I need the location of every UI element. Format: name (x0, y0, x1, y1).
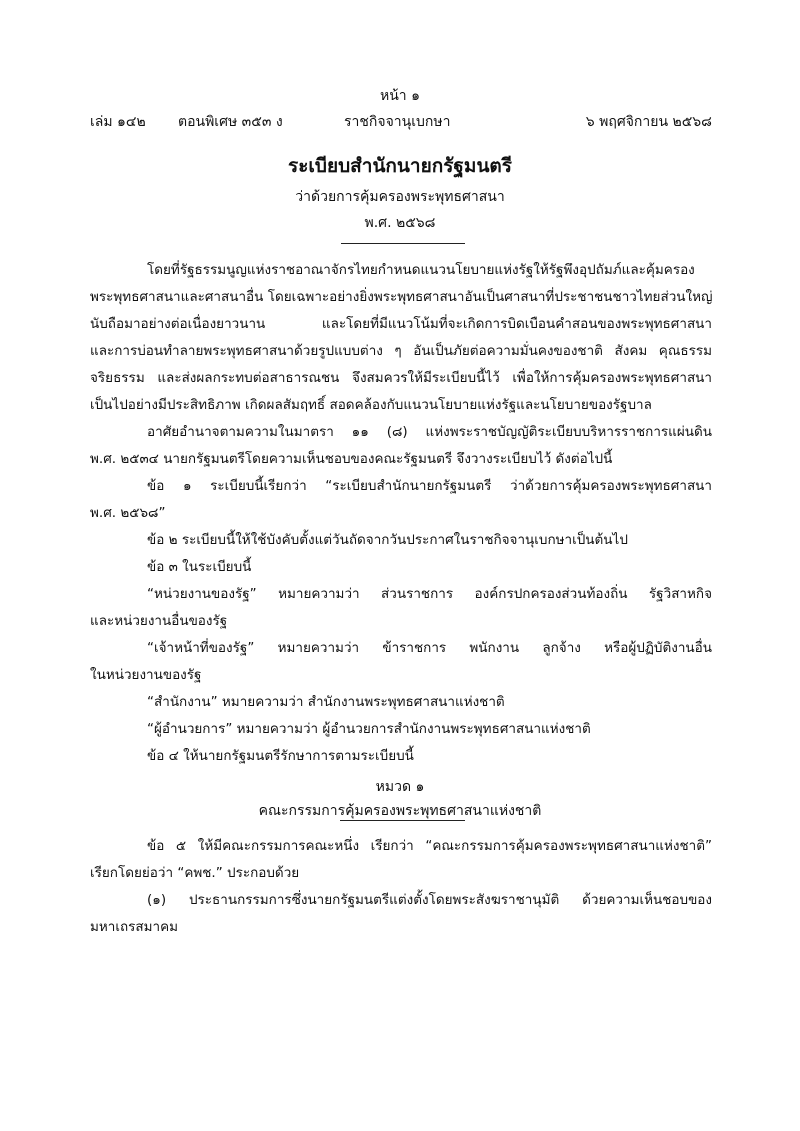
chapter-divider (340, 820, 465, 821)
regulation-subtitle: ว่าด้วยการคุ้มครองพระพุทธศาสนา (295, 189, 505, 205)
title-divider (341, 243, 465, 244)
publication-date: ๖ พฤศจิกายน ๒๕๖๘ (585, 114, 712, 130)
clause-1: ข้อ ๑ ระเบียบนี้เรียกว่า “ระเบียบสำนักนายกรัฐมนตรี ว่าด้วยการคุ้มครองพระพุทธศาสนา (147, 478, 712, 494)
definition-office: “สำนักงาน” หมายความว่า สำนักงานพระพุทธศาสนาแห่งชาติ (147, 694, 505, 710)
preamble-line: จริยธรรม และส่งผลกระทบต่อสาธารณชน จึงสมควรให้มีระเบียบนี้ไว้ เพื่อให้การคุ้มครองพระพุทธศาสนา (90, 370, 712, 386)
preamble-line: และการบ่อนทำลายพระพุทธศาสนาด้วยรูปแบบต่าง ๆ อันเป็นภัยต่อความมั่นคงของชาติ สังคม คุณธรรม (90, 343, 712, 359)
definition-agency-cont: และหน่วยงานอื่นของรัฐ (90, 613, 228, 629)
clause-4: ข้อ ๔ ให้นายกรัฐมนตรีรักษาการตามระเบียบนี้ (147, 748, 414, 764)
regulation-year: พ.ศ. ๒๕๖๘ (364, 215, 436, 231)
clause-5-cont: เรียกโดยย่อว่า “คพช.” ประกอบด้วย (90, 865, 300, 881)
definition-agency: “หน่วยงานของรัฐ” หมายความว่า ส่วนราชการ องค์กรปกครองส่วนท้องถิ่น รัฐวิสาหกิจ (147, 586, 712, 602)
section-label: ตอนพิเศษ ๓๕๓ ง (178, 114, 283, 130)
definition-official-cont: ในหน่วยงานของรัฐ (90, 667, 202, 683)
preamble-line: โดยที่รัฐธรรมนูญแห่งราชอาณาจักรไทยกำหนดแนวนโยบายแห่งรัฐให้รัฐพึงอุปถัมภ์และคุ้มครอง (147, 262, 695, 278)
clause-5: ข้อ ๕ ให้มีคณะกรรมการคณะหนึ่ง เรียกว่า “คณะกรรมการคุ้มครองพระพุทธศาสนาแห่งชาติ” (147, 838, 712, 854)
clause-5-item-1: (๑) ประธานกรรมการซึ่งนายกรัฐมนตรีแต่งตั้งโดยพระสังฆราชานุมัติ ด้วยความเห็นชอบของ (147, 892, 712, 908)
authority-line: พ.ศ. ๒๕๓๔ นายกรัฐมนตรีโดยความเห็นชอบของคณะรัฐมนตรี จึงวางระเบียบไว้ ดังต่อไปนี้ (90, 451, 613, 467)
authority-line: อาศัยอำนาจตามความในมาตรา ๑๑ (๘) แห่งพระราชบัญญัติระเบียบบริหารราชการแผ่นดิน (147, 424, 712, 440)
regulation-title: ระเบียบสำนักนายกรัฐมนตรี (288, 155, 512, 177)
clause-5-item-1-cont: มหาเถรสมาคม (90, 919, 179, 935)
clause-2: ข้อ ๒ ระเบียบนี้ให้ใช้บังคับตั้งแต่วันถัดจากวันประกาศในราชกิจจานุเบกษาเป็นต้นไป (147, 532, 628, 548)
preamble-line: นับถือมาอย่างต่อเนื่องยาวนาน และโดยที่มีแนวโน้มที่จะเกิดการบิดเบือนคำสอนของพระพุทธศาสนา (90, 316, 712, 332)
chapter-label: หมวด ๑ (375, 779, 425, 795)
definition-director: “ผู้อำนวยการ” หมายความว่า ผู้อำนวยการสำนักงานพระพุทธศาสนาแห่งชาติ (147, 721, 591, 737)
gazette-name: ราชกิจจานุเบกษา (344, 114, 451, 130)
gazette-header (90, 111, 712, 131)
clause-3: ข้อ ๓ ในระเบียบนี้ (147, 559, 252, 575)
volume-label: เล่ม ๑๔๒ (90, 114, 146, 130)
preamble-line: เป็นไปอย่างมีประสิทธิภาพ เกิดผลสัมฤทธิ์ สอดคล้องกับแนวนโยบายแห่งรัฐและนโยบายของรัฐบาล (90, 397, 652, 413)
definition-official: “เจ้าหน้าที่ของรัฐ” หมายความว่า ข้าราชการ พนักงาน ลูกจ้าง หรือผู้ปฏิบัติงานอื่น (147, 640, 712, 656)
preamble-line: พระพุทธศาสนาและศาสนาอื่น โดยเฉพาะอย่างยิ่งพระพุทธศาสนาอันเป็นศาสนาที่ประชาชนชาวไทยส่วนใหญ่ (90, 289, 713, 305)
clause-1-cont: พ.ศ. ๒๕๖๘” (90, 505, 166, 521)
chapter-title: คณะกรรมการคุ้มครองพระพุทธศาสนาแห่งชาติ (258, 803, 542, 819)
page-number: หน้า ๑ (380, 88, 420, 104)
